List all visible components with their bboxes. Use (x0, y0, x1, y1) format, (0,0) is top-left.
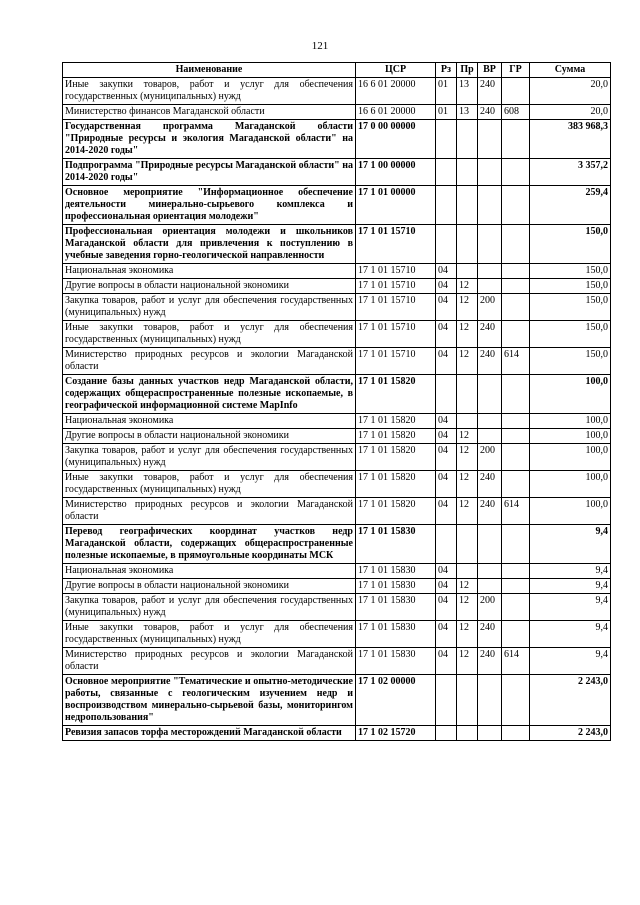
cell-vr: 240 (478, 348, 502, 375)
cell-gr (502, 726, 530, 741)
table-row (63, 348, 611, 375)
cell-pr (457, 159, 478, 186)
cell-rz: 04 (436, 498, 457, 525)
cell-csr: 17 1 01 15830 (356, 648, 436, 675)
cell-sum: 150,0 (530, 321, 611, 348)
cell-gr (502, 621, 530, 648)
cell-sum: 9,4 (530, 621, 611, 648)
cell-vr: 240 (478, 621, 502, 648)
cell-sum: 150,0 (530, 264, 611, 279)
cell-vr: 240 (478, 321, 502, 348)
cell-sum: 150,0 (530, 225, 611, 264)
cell-pr: 12 (457, 648, 478, 675)
cell-gr (502, 375, 530, 414)
cell-sum: 100,0 (530, 444, 611, 471)
cell-gr (502, 444, 530, 471)
cell-rz: 04 (436, 564, 457, 579)
cell-rz (436, 525, 457, 564)
cell-name: Министерство природных ресурсов и экологии Магаданской области (63, 348, 356, 375)
cell-gr: 608 (502, 105, 530, 120)
cell-csr: 17 1 01 15830 (356, 564, 436, 579)
cell-pr: 12 (457, 471, 478, 498)
cell-gr (502, 564, 530, 579)
table-row (63, 648, 611, 675)
cell-gr (502, 225, 530, 264)
cell-name: Иные закупки товаров, работ и услуг для обеспечения государственных (муниципальных) нужд (63, 321, 356, 348)
table-row (63, 375, 611, 414)
cell-pr (457, 186, 478, 225)
cell-vr (478, 564, 502, 579)
table-row (63, 675, 611, 726)
table-row (63, 120, 611, 159)
cell-gr (502, 321, 530, 348)
cell-csr: 17 1 02 00000 (356, 675, 436, 726)
cell-rz: 04 (436, 414, 457, 429)
cell-sum: 2 243,0 (530, 675, 611, 726)
cell-csr: 17 1 01 15830 (356, 579, 436, 594)
table-header-row (63, 63, 611, 78)
cell-name: Национальная экономика (63, 264, 356, 279)
cell-name: Иные закупки товаров, работ и услуг для обеспечения государственных (муниципальных) нужд (63, 78, 356, 105)
cell-vr: 240 (478, 498, 502, 525)
cell-sum: 20,0 (530, 78, 611, 105)
cell-csr: 17 1 01 15820 (356, 444, 436, 471)
cell-csr: 17 1 01 15820 (356, 498, 436, 525)
cell-csr: 17 1 01 15830 (356, 525, 436, 564)
header-name: Наименование (63, 63, 356, 78)
cell-gr (502, 429, 530, 444)
cell-sum: 150,0 (530, 294, 611, 321)
table-row (63, 621, 611, 648)
cell-sum: 150,0 (530, 279, 611, 294)
cell-rz (436, 186, 457, 225)
cell-vr: 240 (478, 78, 502, 105)
cell-vr (478, 429, 502, 444)
cell-rz (436, 225, 457, 264)
cell-pr: 12 (457, 579, 478, 594)
cell-vr: 240 (478, 471, 502, 498)
cell-gr (502, 294, 530, 321)
table-row (63, 444, 611, 471)
cell-pr: 12 (457, 294, 478, 321)
cell-vr (478, 726, 502, 741)
cell-name: Другие вопросы в области национальной экономики (63, 579, 356, 594)
cell-name: Закупка товаров, работ и услуг для обеспечения государственных (муниципальных) нужд (63, 294, 356, 321)
cell-name: Иные закупки товаров, работ и услуг для обеспечения государственных (муниципальных) нужд (63, 621, 356, 648)
cell-pr (457, 564, 478, 579)
table-row (63, 321, 611, 348)
cell-sum: 9,4 (530, 579, 611, 594)
cell-pr (457, 414, 478, 429)
table-row (63, 594, 611, 621)
cell-pr: 12 (457, 279, 478, 294)
cell-sum: 9,4 (530, 648, 611, 675)
cell-sum: 9,4 (530, 564, 611, 579)
cell-sum: 100,0 (530, 375, 611, 414)
cell-rz (436, 159, 457, 186)
cell-pr: 12 (457, 444, 478, 471)
cell-name: Закупка товаров, работ и услуг для обеспечения государственных (муниципальных) нужд (63, 594, 356, 621)
cell-csr: 17 1 01 15710 (356, 294, 436, 321)
table-row (63, 429, 611, 444)
cell-pr (457, 120, 478, 159)
cell-vr (478, 414, 502, 429)
cell-csr: 17 1 01 15820 (356, 414, 436, 429)
table-row (63, 264, 611, 279)
cell-pr: 12 (457, 348, 478, 375)
cell-csr: 17 1 01 15820 (356, 375, 436, 414)
cell-csr: 17 1 02 15720 (356, 726, 436, 741)
table-body (63, 78, 611, 741)
cell-rz: 04 (436, 648, 457, 675)
cell-name: Перевод географических координат участков недр Магаданской области, содержащих общераспространенные полезные ископаемые, в прямоугольные координаты МСК (63, 525, 356, 564)
cell-csr: 17 1 01 15830 (356, 594, 436, 621)
cell-gr (502, 78, 530, 105)
header-gr: ГР (502, 63, 530, 78)
cell-rz: 04 (436, 579, 457, 594)
cell-gr (502, 579, 530, 594)
cell-sum: 100,0 (530, 498, 611, 525)
cell-vr (478, 675, 502, 726)
header-csr: ЦСР (356, 63, 436, 78)
cell-vr: 200 (478, 294, 502, 321)
cell-vr (478, 186, 502, 225)
table-row (63, 579, 611, 594)
cell-pr: 12 (457, 321, 478, 348)
header-pr: Пр (457, 63, 478, 78)
cell-rz: 01 (436, 105, 457, 120)
cell-rz (436, 120, 457, 159)
cell-vr (478, 120, 502, 159)
table-row (63, 525, 611, 564)
table-row (63, 498, 611, 525)
cell-name: Основное мероприятие "Информационное обеспечение деятельности минерально-сырьевого комплекса и профессиональная ориентация молодежи" (63, 186, 356, 225)
page-number: 121 (311, 40, 329, 52)
cell-rz (436, 726, 457, 741)
table-row (63, 186, 611, 225)
cell-csr: 17 1 01 15710 (356, 321, 436, 348)
cell-pr (457, 525, 478, 564)
cell-vr (478, 525, 502, 564)
cell-gr: 614 (502, 348, 530, 375)
table-row (63, 159, 611, 186)
cell-csr: 17 1 01 15710 (356, 225, 436, 264)
cell-gr: 614 (502, 498, 530, 525)
cell-name: Создание базы данных участков недр Магаданской области, содержащих общераспространенные полезные ископаемые, в географической информационной системе MapInfo (63, 375, 356, 414)
cell-csr: 17 1 00 00000 (356, 159, 436, 186)
cell-gr (502, 264, 530, 279)
cell-gr (502, 675, 530, 726)
cell-sum: 100,0 (530, 429, 611, 444)
cell-rz (436, 675, 457, 726)
cell-csr: 16 6 01 20000 (356, 105, 436, 120)
cell-vr: 200 (478, 594, 502, 621)
cell-name: Основное мероприятие "Тематические и опытно-методические работы, связанные с геологическим изучением недр и воспроизводством минерально-сырьевой базы, мониторингом недропользования" (63, 675, 356, 726)
cell-csr: 17 1 01 15710 (356, 264, 436, 279)
cell-sum: 100,0 (530, 471, 611, 498)
cell-gr (502, 414, 530, 429)
cell-csr: 17 1 01 15830 (356, 621, 436, 648)
cell-gr (502, 186, 530, 225)
header-sum: Сумма (530, 63, 611, 78)
cell-rz: 04 (436, 471, 457, 498)
cell-pr (457, 675, 478, 726)
table-row (63, 78, 611, 105)
cell-name: Министерство природных ресурсов и экологии Магаданской области (63, 648, 356, 675)
cell-name: Профессиональная ориентация молодежи и школьников Магаданской области для привлечения к поступлению в учебные заведения горно-геологической направленности (63, 225, 356, 264)
cell-vr (478, 159, 502, 186)
cell-rz: 04 (436, 294, 457, 321)
cell-name: Национальная экономика (63, 564, 356, 579)
table-row (63, 726, 611, 741)
cell-sum: 383 968,3 (530, 120, 611, 159)
cell-pr: 13 (457, 105, 478, 120)
cell-sum: 150,0 (530, 348, 611, 375)
cell-vr (478, 375, 502, 414)
cell-vr: 200 (478, 444, 502, 471)
cell-vr (478, 579, 502, 594)
cell-vr: 240 (478, 105, 502, 120)
cell-pr (457, 225, 478, 264)
cell-sum: 100,0 (530, 414, 611, 429)
cell-sum: 3 357,2 (530, 159, 611, 186)
header-vr: ВР (478, 63, 502, 78)
cell-name: Государственная программа Магаданской области "Природные ресурсы и экология Магаданской области" на 2014-2020 годы" (63, 120, 356, 159)
cell-vr: 240 (478, 648, 502, 675)
cell-csr: 17 1 01 15710 (356, 279, 436, 294)
table-row (63, 471, 611, 498)
cell-rz: 04 (436, 621, 457, 648)
cell-name: Подпрограмма "Природные ресурсы Магаданской области" на 2014-2020 годы" (63, 159, 356, 186)
cell-sum: 9,4 (530, 594, 611, 621)
cell-sum: 259,4 (530, 186, 611, 225)
cell-csr: 16 6 01 20000 (356, 78, 436, 105)
cell-gr (502, 525, 530, 564)
cell-name: Закупка товаров, работ и услуг для обеспечения государственных (муниципальных) нужд (63, 444, 356, 471)
cell-pr: 12 (457, 594, 478, 621)
cell-name: Ревизия запасов торфа месторождений Магаданской области (63, 726, 356, 741)
cell-rz: 04 (436, 264, 457, 279)
cell-pr (457, 375, 478, 414)
cell-rz: 04 (436, 594, 457, 621)
table-row (63, 294, 611, 321)
cell-sum: 9,4 (530, 525, 611, 564)
cell-gr (502, 471, 530, 498)
cell-csr: 17 1 01 15820 (356, 471, 436, 498)
cell-name: Другие вопросы в области национальной экономики (63, 279, 356, 294)
table-row (63, 564, 611, 579)
header-rz: Рз (436, 63, 457, 78)
cell-name: Другие вопросы в области национальной экономики (63, 429, 356, 444)
cell-sum: 20,0 (530, 105, 611, 120)
cell-csr: 17 1 01 15710 (356, 348, 436, 375)
cell-rz: 04 (436, 321, 457, 348)
cell-rz: 04 (436, 348, 457, 375)
cell-gr (502, 120, 530, 159)
cell-rz: 04 (436, 429, 457, 444)
cell-gr: 614 (502, 648, 530, 675)
cell-pr: 12 (457, 621, 478, 648)
cell-pr: 13 (457, 78, 478, 105)
cell-pr (457, 726, 478, 741)
cell-name: Национальная экономика (63, 414, 356, 429)
cell-rz: 01 (436, 78, 457, 105)
cell-name: Иные закупки товаров, работ и услуг для обеспечения государственных (муниципальных) нужд (63, 471, 356, 498)
cell-csr: 17 1 01 15820 (356, 429, 436, 444)
cell-rz: 04 (436, 279, 457, 294)
cell-csr: 17 0 00 00000 (356, 120, 436, 159)
cell-vr (478, 264, 502, 279)
cell-gr (502, 159, 530, 186)
table-row (63, 105, 611, 120)
cell-pr: 12 (457, 498, 478, 525)
cell-rz (436, 375, 457, 414)
cell-vr (478, 225, 502, 264)
cell-name: Министерство природных ресурсов и экологии Магаданской области (63, 498, 356, 525)
cell-gr (502, 594, 530, 621)
cell-sum: 2 243,0 (530, 726, 611, 741)
cell-gr (502, 279, 530, 294)
table-row (63, 414, 611, 429)
cell-vr (478, 279, 502, 294)
table-row (63, 279, 611, 294)
cell-pr (457, 264, 478, 279)
cell-name: Министерство финансов Магаданской области (63, 105, 356, 120)
cell-csr: 17 1 01 00000 (356, 186, 436, 225)
cell-pr: 12 (457, 429, 478, 444)
table-row (63, 225, 611, 264)
budget-table (62, 62, 611, 741)
cell-rz: 04 (436, 444, 457, 471)
